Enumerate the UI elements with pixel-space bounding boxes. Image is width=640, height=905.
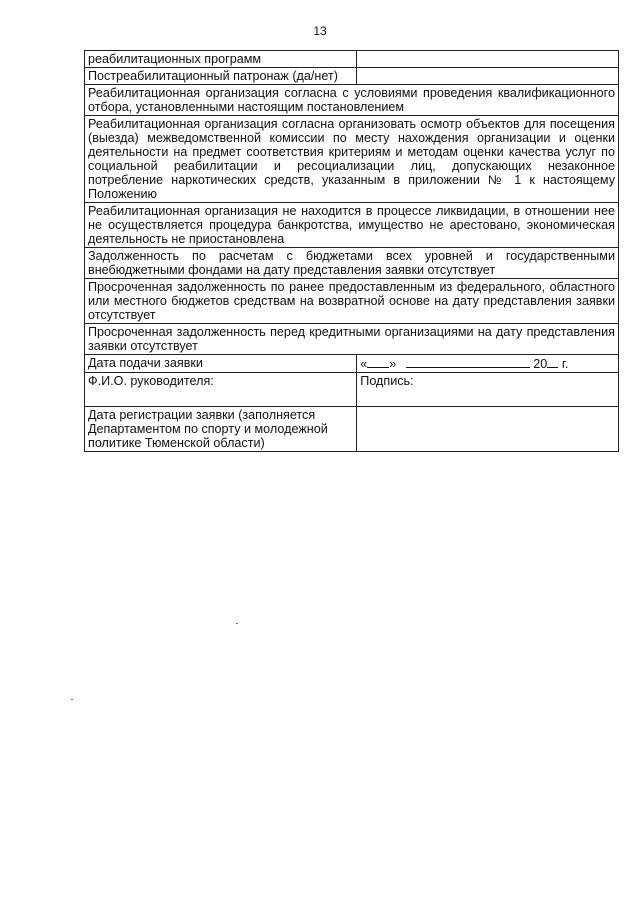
no-liquidation-statement: Реабилитационная организация не находится в процессе ликвидации, в отношении нее не осуществляется процедура банкротства, имущество не арестовано, экономическая деятельность не приостановлена <box>85 203 619 248</box>
month-blank[interactable] <box>406 356 530 368</box>
application-form-table <box>84 50 619 452</box>
table-row <box>85 279 619 324</box>
signature-label: Подпись: <box>357 373 619 407</box>
no-budget-debt-statement: Задолженность по расчетам с бюджетами всех уровней и государственными внебюджетными фондами на дату представления заявки отсутствует <box>85 248 619 279</box>
year-prefix: 20 <box>533 357 548 371</box>
no-overdue-bank-debt-statement: Просроченная задолженность перед кредитными организациями на дату представления заявки отсутствует <box>85 324 619 355</box>
qualification-consent-statement: Реабилитационная организация согласна с условиями проведения квалификационного отбора, установленными настоящим постановлением <box>85 85 619 116</box>
table-row <box>85 324 619 355</box>
day-blank[interactable] <box>367 356 389 368</box>
rehab-programs-label: реабилитационных программ <box>85 51 357 68</box>
rehab-programs-value-cell[interactable] <box>357 51 619 68</box>
submission-date-field[interactable] <box>357 355 619 373</box>
head-name-label: Ф.И.О. руководителя: <box>85 373 357 407</box>
open-quote: « <box>360 357 368 371</box>
post-rehab-patronage-value-cell[interactable] <box>357 68 619 85</box>
registration-date-value-cell[interactable] <box>357 407 619 452</box>
no-overdue-budget-loans-statement: Просроченная задолженность по ранее предоставленным из федерального, областного или местного бюджетов средствам на возвратной основе на дату представления заявки отсутствует <box>85 279 619 324</box>
close-quote: » <box>389 357 397 371</box>
table-row <box>85 203 619 248</box>
scan-speck <box>236 623 238 624</box>
post-rehab-patronage-label: Постреабилитационный патронаж (да/нет) <box>85 68 357 85</box>
table-row <box>85 355 619 373</box>
year-suffix: г. <box>561 357 569 371</box>
inspection-consent-statement: Реабилитационная организация согласна организовать осмотр объектов для посещения (выезда) межведомственной комиссии по месту нахождения организации и оценки деятельности на предмет соответствия критериям и методам оценки качества услуг по социальной реабилитации и ресоциализации лиц, допускающих незаконное потребление наркотических средств, указанным в приложении № 1 к настоящему Положению <box>85 116 619 203</box>
table-row <box>85 373 619 407</box>
table-row <box>85 51 619 68</box>
table-row <box>85 68 619 85</box>
table-row <box>85 85 619 116</box>
registration-date-label: Дата регистрации заявки (заполняется Департаментом по спорту и молодежной политике Тюменской области) <box>85 407 357 452</box>
table-row <box>85 407 619 452</box>
scan-speck <box>71 699 73 700</box>
table-row <box>85 248 619 279</box>
year-blank[interactable] <box>547 356 558 368</box>
page-number: 13 <box>313 24 327 38</box>
submission-date-label: Дата подачи заявки <box>85 355 357 373</box>
table-row <box>85 116 619 203</box>
